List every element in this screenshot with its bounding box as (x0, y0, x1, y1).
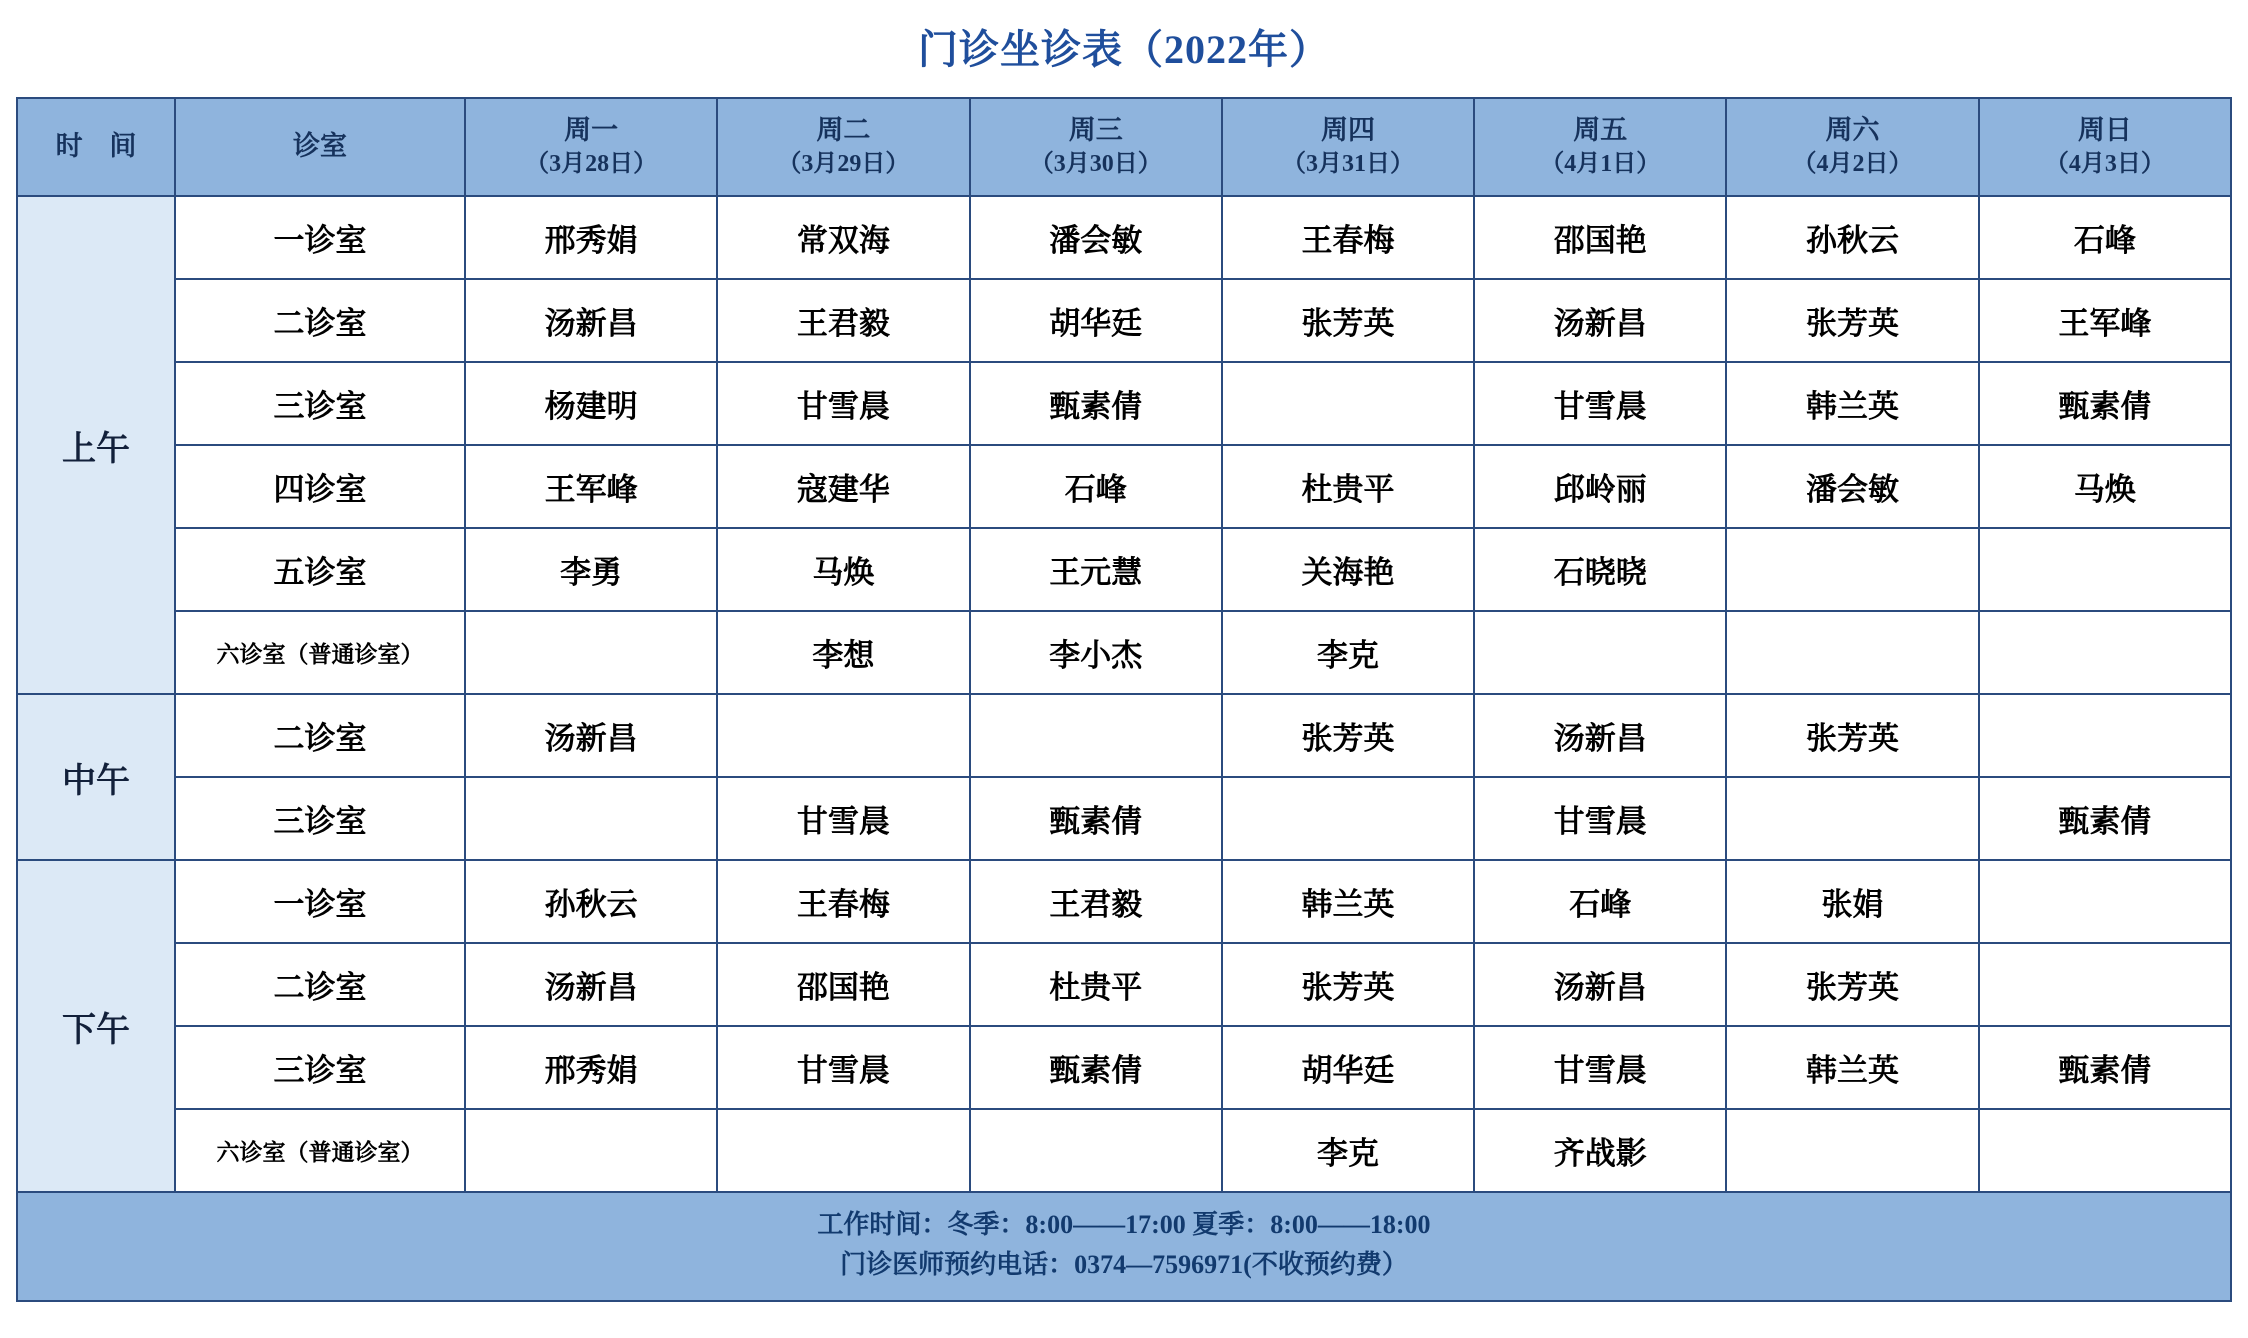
room-label: 二诊室 (175, 943, 465, 1026)
doctor-cell: 王君毅 (717, 279, 969, 362)
doctor-cell: 孙秋云 (1726, 196, 1978, 279)
day-date: （3月31日） (1281, 150, 1414, 177)
doctor-cell: 韩兰英 (1726, 362, 1978, 445)
day-name: 周二 (816, 115, 871, 146)
header-day-sun (1979, 98, 2231, 196)
doctor-cell: 王军峰 (1979, 279, 2231, 362)
doctor-cell: 石晓晓 (1474, 528, 1726, 611)
table-row (17, 860, 2231, 943)
doctor-cell: 汤新昌 (1474, 279, 1726, 362)
doctor-cell (1222, 777, 1474, 860)
doctor-cell: 李克 (1222, 611, 1474, 694)
doctor-cell: 齐战影 (1474, 1109, 1726, 1192)
header-row (17, 98, 2231, 196)
doctor-cell: 汤新昌 (465, 279, 717, 362)
doctor-cell: 胡华廷 (970, 279, 1222, 362)
table-row (17, 777, 2231, 860)
doctor-cell: 汤新昌 (1474, 943, 1726, 1026)
doctor-cell: 李小杰 (970, 611, 1222, 694)
room-label: 二诊室 (175, 279, 465, 362)
header-day-sat (1726, 98, 1978, 196)
doctor-cell (1222, 362, 1474, 445)
doctor-cell: 汤新昌 (465, 943, 717, 1026)
doctor-cell: 马焕 (1979, 445, 2231, 528)
doctor-cell: 张芳英 (1222, 279, 1474, 362)
doctor-cell (465, 611, 717, 694)
header-day-tue (717, 98, 969, 196)
doctor-cell: 甘雪晨 (1474, 777, 1726, 860)
doctor-cell: 杜贵平 (970, 943, 1222, 1026)
doctor-cell: 甄素倩 (1979, 777, 2231, 860)
doctor-cell: 王春梅 (1222, 196, 1474, 279)
doctor-cell: 汤新昌 (465, 694, 717, 777)
doctor-cell: 李想 (717, 611, 969, 694)
doctor-cell (465, 777, 717, 860)
doctor-cell: 汤新昌 (1474, 694, 1726, 777)
day-name: 周六 (1825, 115, 1880, 146)
room-label: 二诊室 (175, 694, 465, 777)
doctor-cell (1726, 1109, 1978, 1192)
doctor-cell: 张芳英 (1726, 279, 1978, 362)
doctor-cell: 潘会敏 (970, 196, 1222, 279)
doctor-cell: 石峰 (1979, 196, 2231, 279)
doctor-cell: 张芳英 (1222, 943, 1474, 1026)
doctor-cell: 李克 (1222, 1109, 1474, 1192)
room-label: 一诊室 (175, 860, 465, 943)
doctor-cell: 胡华廷 (1222, 1026, 1474, 1109)
doctor-cell: 王军峰 (465, 445, 717, 528)
doctor-cell: 孙秋云 (465, 860, 717, 943)
header-day-mon (465, 98, 717, 196)
doctor-cell: 甄素倩 (970, 362, 1222, 445)
table-header (17, 98, 2231, 196)
day-date: （3月30日） (1029, 150, 1162, 177)
doctor-cell: 马焕 (717, 528, 969, 611)
page-title: 门诊坐诊表（2022年） (918, 27, 1330, 72)
doctor-cell: 甘雪晨 (1474, 1026, 1726, 1109)
room-label: 六诊室（普通诊室） (175, 611, 465, 694)
doctor-cell (1726, 528, 1978, 611)
day-name: 周一 (564, 115, 619, 146)
doctor-cell: 甄素倩 (970, 777, 1222, 860)
day-name: 周四 (1320, 115, 1375, 146)
table-row (17, 1109, 2231, 1192)
room-label: 四诊室 (175, 445, 465, 528)
doctor-cell (1474, 611, 1726, 694)
doctor-cell (717, 694, 969, 777)
day-date: （4月2日） (1792, 150, 1913, 177)
table-row (17, 694, 2231, 777)
doctor-cell (1726, 611, 1978, 694)
table-row (17, 611, 2231, 694)
room-label: 三诊室 (175, 362, 465, 445)
doctor-cell (1726, 777, 1978, 860)
room-label: 一诊室 (175, 196, 465, 279)
doctor-cell: 邱岭丽 (1474, 445, 1726, 528)
header-day-fri (1474, 98, 1726, 196)
room-label: 六诊室（普通诊室） (175, 1109, 465, 1192)
day-date: （3月29日） (777, 150, 910, 177)
doctor-cell: 张芳英 (1726, 943, 1978, 1026)
doctor-cell: 杨建明 (465, 362, 717, 445)
table-row (17, 196, 2231, 279)
doctor-cell: 韩兰英 (1726, 1026, 1978, 1109)
doctor-cell: 张娟 (1726, 860, 1978, 943)
period-label: 上午 (17, 196, 175, 694)
doctor-cell: 甄素倩 (1979, 362, 2231, 445)
table-row (17, 943, 2231, 1026)
day-name: 周三 (1068, 115, 1123, 146)
room-label: 三诊室 (175, 1026, 465, 1109)
doctor-cell: 邢秀娟 (465, 1026, 717, 1109)
doctor-cell: 关海艳 (1222, 528, 1474, 611)
doctor-cell: 潘会敏 (1726, 445, 1978, 528)
footer-notes (17, 1192, 2231, 1301)
doctor-cell: 张芳英 (1222, 694, 1474, 777)
doctor-cell: 王春梅 (717, 860, 969, 943)
room-label: 三诊室 (175, 777, 465, 860)
table-row (17, 528, 2231, 611)
table-body (17, 196, 2231, 1192)
doctor-cell (970, 694, 1222, 777)
table-row (17, 279, 2231, 362)
footer-phone: 门诊医师预约电话：0374—7596971(不收预约费） (840, 1250, 1408, 1280)
doctor-cell: 甄素倩 (970, 1026, 1222, 1109)
doctor-cell (1979, 528, 2231, 611)
doctor-cell (1979, 1109, 2231, 1192)
doctor-cell: 王元慧 (970, 528, 1222, 611)
doctor-cell: 寇建华 (717, 445, 969, 528)
doctor-cell (1979, 943, 2231, 1026)
doctor-cell: 甘雪晨 (717, 362, 969, 445)
doctor-cell: 李勇 (465, 528, 717, 611)
period-label: 中午 (17, 694, 175, 860)
day-date: （3月28日） (525, 150, 658, 177)
doctor-cell: 韩兰英 (1222, 860, 1474, 943)
doctor-cell: 甘雪晨 (717, 1026, 969, 1109)
day-name: 周日 (2077, 115, 2132, 146)
doctor-cell (970, 1109, 1222, 1192)
doctor-cell: 杜贵平 (1222, 445, 1474, 528)
doctor-cell: 邢秀娟 (465, 196, 717, 279)
header-day-wed (970, 98, 1222, 196)
doctor-cell (1979, 860, 2231, 943)
header-day-thu (1222, 98, 1474, 196)
doctor-cell (1979, 694, 2231, 777)
header-time: 时 间 (17, 98, 175, 196)
doctor-cell: 邵国艳 (717, 943, 969, 1026)
footer-hours: 工作时间：冬季：8:00——17:00 夏季：8:00——18:00 (817, 1210, 1431, 1239)
table-footer (17, 1192, 2231, 1301)
room-label: 五诊室 (175, 528, 465, 611)
doctor-cell: 邵国艳 (1474, 196, 1726, 279)
day-date: （4月1日） (1540, 150, 1661, 177)
doctor-cell: 甄素倩 (1979, 1026, 2231, 1109)
doctor-cell: 石峰 (1474, 860, 1726, 943)
doctor-cell: 常双海 (717, 196, 969, 279)
day-name: 周五 (1573, 115, 1628, 146)
period-label: 下午 (17, 860, 175, 1192)
doctor-cell: 张芳英 (1726, 694, 1978, 777)
table-row (17, 362, 2231, 445)
day-date: （4月3日） (2044, 150, 2165, 177)
doctor-cell: 甘雪晨 (717, 777, 969, 860)
doctor-cell (465, 1109, 717, 1192)
doctor-cell (1979, 611, 2231, 694)
doctor-cell (717, 1109, 969, 1192)
clinic-schedule-table (16, 97, 2232, 1302)
header-room: 诊室 (175, 98, 465, 196)
doctor-cell: 王君毅 (970, 860, 1222, 943)
table-row (17, 445, 2231, 528)
doctor-cell: 石峰 (970, 445, 1222, 528)
table-row (17, 1026, 2231, 1109)
footer-row (17, 1192, 2231, 1301)
doctor-cell: 甘雪晨 (1474, 362, 1726, 445)
